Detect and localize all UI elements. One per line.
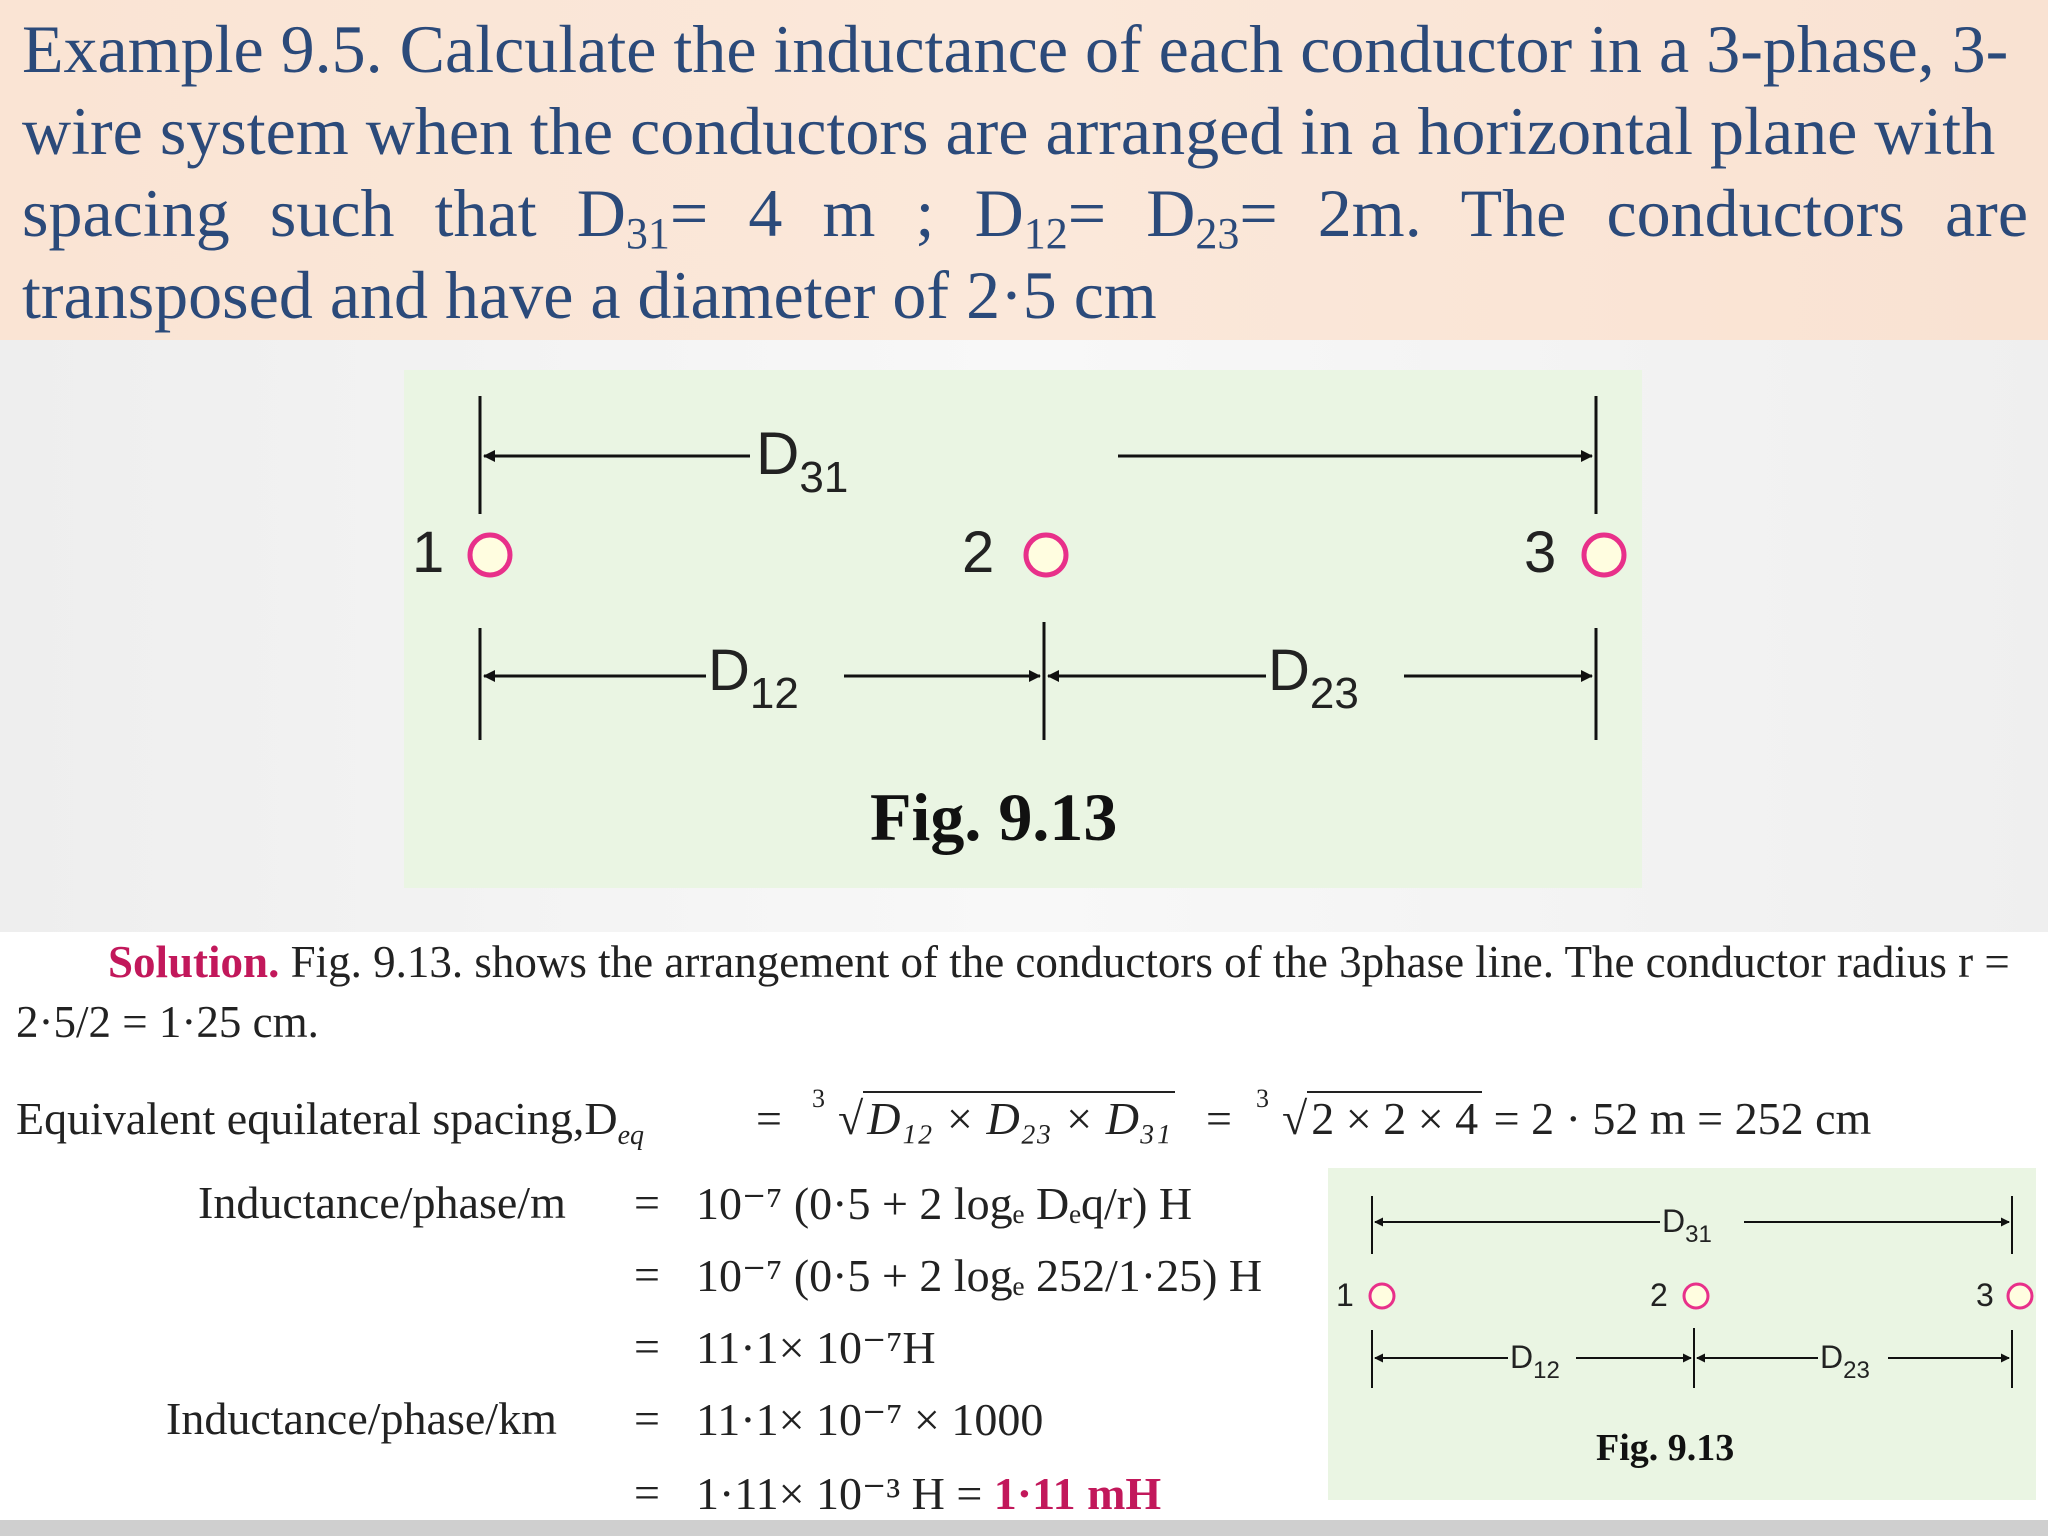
svg-text:1: 1: [1336, 1277, 1354, 1313]
figure-9-13-small: [1328, 1168, 2036, 1500]
d23-label: $D_{23}$: [1268, 638, 1359, 718]
bottom-bar: [0, 1520, 2048, 1536]
inductance-per-km-label: Inductance/phase/km: [166, 1393, 557, 1444]
problem-line-3: spacing such that $D_{31}= 4$ m ; $D_{12}= D_{23}= 2m$. The conductors are: [22, 175, 2028, 258]
small-d23-label: $D_{23}$: [1820, 1339, 1870, 1384]
problem-line-1: Example 9.5. Calculate the inductance of each conductor in a 3-phase, 3-: [22, 11, 2009, 87]
conductor-2: [1026, 535, 1066, 575]
deq-equals: =: [756, 1093, 782, 1144]
problem-header: [0, 0, 2048, 340]
deq-equals-2: =: [1206, 1093, 1232, 1144]
inductance-per-m-step-1: 10⁻⁷ (0·5 + 2 logₑ Dₑq/r) H: [696, 1178, 1193, 1229]
figure-caption: Fig. 9.13: [870, 779, 1118, 855]
problem-statement: [22, 8, 2028, 336]
conductor-1-label: 1: [412, 520, 445, 585]
d31-label: $D_{31}$: [756, 420, 849, 502]
problem-line-2: wire system when the conductors are arranged in a horizontal plane with: [22, 93, 1996, 169]
solution-paragraph: Solution. Fig. 9.13. shows the arrangement of the conductors of the 3phase line. The conductor radius r = 2·5/2 = 1·25 cm.: [16, 937, 2010, 1047]
conductor-1: [470, 535, 510, 575]
conductor-3-label: 3: [1524, 520, 1557, 585]
inductance-per-m-step-2: 10⁻⁷ (0·5 + 2 logₑ 252/1·25) H: [696, 1250, 1263, 1301]
small-d31-label: $D_{31}$: [1662, 1203, 1712, 1248]
solution-heading: Solution.: [108, 937, 280, 987]
figure-9-13-large: [404, 370, 1642, 888]
inductance-per-m-step-3: 11·1× 10⁻⁷H: [696, 1322, 936, 1373]
inductance-per-m-label: Inductance/phase/m: [198, 1177, 566, 1228]
inductance-per-km-step-1: 11·1× 10⁻⁷ × 1000: [696, 1394, 1044, 1445]
conductor-3: [1584, 535, 1624, 575]
final-answer: 1·11 mH: [993, 1468, 1162, 1519]
inductance-per-km-step-2: 1·11× 10⁻³ H = 1·11 mH: [696, 1468, 1162, 1519]
deq-numeric: 3 √2 × 2 × 4 = 2 · 52 m = 252 cm: [1256, 1084, 1872, 1144]
deq-label: Equivalent equilateral $spacing,D_{eq}$: [16, 1093, 645, 1151]
small-d12-label: $D_{12}$: [1510, 1339, 1560, 1384]
d12-label: $D_{12}$: [708, 638, 799, 718]
small-figure-caption: Fig. 9.13: [1596, 1427, 1735, 1469]
svg-text:3: 3: [1976, 1277, 1994, 1313]
svg-text:2: 2: [1650, 1277, 1668, 1313]
conductor-2-label: 2: [962, 520, 995, 585]
solution-section: Solution. Fig. 9.13. shows the arrangement of the conductors of the 3phase line. The conductor radius r = 2·5/2 = 1·25 cm. Equivalent equilateral $spacing,D_{eq}$ = 3 √D₁₂ × D₂₃ × D₃₁ = 3 √2 × 2 × 4 = 2 · 52 m = 252 cm Inductance/phase/m = 10⁻⁷ (0·5 + 2 logₑ Dₑq/r) H = 10⁻⁷ (0·5 + 2 logₑ 252/1·25) H = 11·1× 10⁻⁷H Inductance/phase/km = 11·1× 10⁻⁷ × 1000 = 1·11× 10⁻³ H = 1·11 mH: [0, 932, 2048, 1520]
problem-line-4: transposed and have a diameter of 2·5 cm: [22, 257, 1157, 333]
deq-radical: 3 √D₁₂ × D₂₃ × D₃₁: [812, 1092, 1175, 1145]
